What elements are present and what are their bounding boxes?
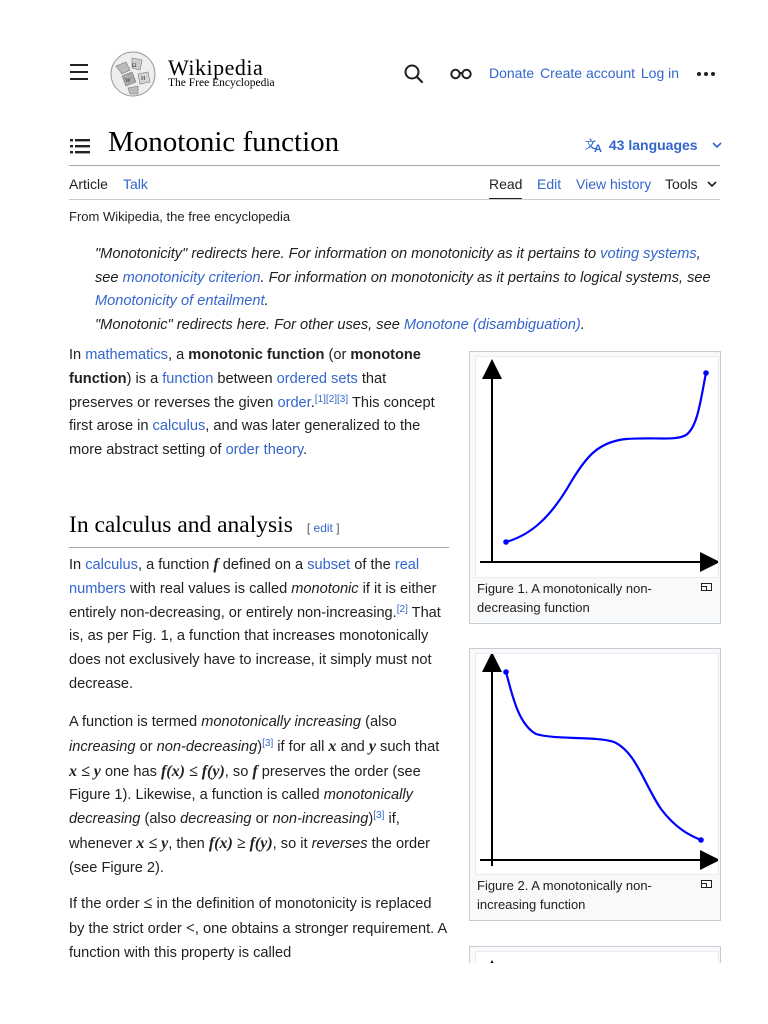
calculus-link[interactable]: calculus: [152, 418, 206, 435]
tab-read-label: Read: [489, 176, 523, 192]
section-heading: [69, 512, 340, 539]
monotonicity-criterion-link[interactable]: monotonicity criterion: [122, 269, 261, 286]
order-link[interactable]: order: [277, 394, 311, 411]
table-of-contents-icon[interactable]: [70, 138, 90, 154]
log-in-link[interactable]: Log in: [640, 65, 680, 81]
calculus-paragraph-1: In calculus, a function f defined on a subset of the real numbers with real values is called monotonic if it is either entirely non-decreasing, or entirely non-increasing.[2] That is, as per Fig. 1, a function that increases monotonically does not exclusively have to increase, it simply must not decrease.: [69, 556, 441, 692]
figure-3-graph: [476, 952, 718, 963]
function-curve: [506, 672, 701, 840]
figure-2: [469, 648, 721, 921]
hatnotes: [95, 243, 725, 338]
citation-ref[interactable]: [2]: [396, 603, 408, 615]
figure-1-caption: Figure 1. A monotonically non-decreasing function: [477, 581, 652, 615]
y-axis-arrow: [488, 960, 496, 963]
calculus-paragraph-2: A function is termed monotonically increasing (also increasing or non-decreasing)[3] if for all x and y such that x ≤ y one has f(x) ≤ f(y), so f preserves the order (see Figure 1). Likewise, a function is called monotonically decreasing (also decreasing or non-increasing)[3] if, whenever x ≤ y, then f(x) ≥ f(y), so it reverses the order (see Figure 2).: [69, 714, 440, 876]
tab-edit-label: Edit: [537, 176, 562, 192]
wikipedia-globe-logo[interactable]: [108, 50, 158, 98]
decreasing-function-graph: [476, 654, 718, 874]
curve-start-point: [503, 669, 509, 675]
curve-end-point: [703, 370, 709, 376]
main-menu-button[interactable]: [70, 64, 88, 80]
tab-read[interactable]: [489, 176, 522, 192]
curve-start-point: [503, 539, 509, 545]
calculus-link[interactable]: calculus: [85, 557, 138, 573]
tab-edit[interactable]: [537, 176, 561, 192]
real-numbers-link[interactable]: real numbers: [69, 557, 420, 597]
function-link[interactable]: function: [162, 370, 214, 387]
tab-article-label: Article: [69, 176, 108, 192]
tab-talk-label: Talk: [123, 176, 148, 192]
mathematics-link[interactable]: mathematics: [85, 347, 168, 363]
calculus-paragraph-3: If the order ≤ in the definition of monotonicity is replaced by the strict order <, one obtains a stronger requirement. A function with this property is called: [69, 895, 447, 961]
monotonicity-of-entailment-link[interactable]: Monotonicity of entailment: [95, 293, 265, 310]
section-heading-text: In calculus and analysis: [69, 512, 293, 538]
more-options-button[interactable]: [692, 62, 720, 86]
page-title: Monotonic function: [108, 126, 340, 158]
section-divider: [69, 547, 449, 548]
enlarge-icon[interactable]: [701, 880, 712, 888]
citation-ref[interactable]: [3]: [373, 810, 385, 822]
tabs-divider: [69, 199, 720, 200]
svg-text:И: И: [141, 76, 146, 82]
svg-text:Ω: Ω: [132, 63, 137, 69]
intro-paragraph: In mathematics, a monotonic function (or monotone function) is a function between ordered sets that preserves or reverses the given order.[1][2][3] This concept first arose in calculus, and was later generalized to the more abstract setting of order theory.: [69, 347, 435, 459]
language-button[interactable]: [585, 137, 723, 153]
svg-text:W: W: [125, 78, 131, 84]
personal-tools: [489, 65, 681, 81]
hatnote: "Monotonicity" redirects here. For information on monotonicity as it pertains to voting systems, see monotonicity criterion. For information on monotonicity as it pertains to logical systems, see Monotonicity of entailment.: [95, 246, 711, 310]
tab-view-history-label: View history: [576, 176, 652, 192]
chevron-down-icon: [706, 179, 718, 189]
voting-systems-link[interactable]: voting systems: [600, 246, 697, 262]
figure-3-image[interactable]: [475, 951, 719, 963]
figure-1: [469, 351, 721, 624]
tools-label: Tools: [665, 176, 698, 192]
section-edit-link[interactable]: [ edit ]: [306, 521, 340, 535]
svg-text:文: 文: [585, 138, 596, 151]
wikipedia-wordmark[interactable]: Wikipedia: [168, 55, 264, 80]
increasing-function-graph: [476, 357, 718, 577]
figure-1-image[interactable]: [475, 356, 719, 578]
search-icon[interactable]: [402, 62, 426, 86]
tools-menu[interactable]: [665, 176, 718, 192]
svg-text:A: A: [594, 143, 602, 153]
citation-ref[interactable]: [3]: [262, 737, 274, 749]
translate-icon: [585, 137, 605, 153]
subset-link[interactable]: subset: [307, 557, 351, 573]
hatnote: "Monotonic" redirects here. For other uses, see Monotone (disambiguation).: [95, 317, 585, 334]
curve-end-point: [698, 837, 704, 843]
create-account-link[interactable]: Create account: [540, 65, 635, 81]
ordered-sets-link[interactable]: ordered sets: [276, 370, 358, 387]
function-curve: [506, 373, 706, 542]
citation-ref[interactable]: [1][2][3]: [314, 393, 349, 405]
title-divider: [69, 165, 720, 166]
tab-view-history[interactable]: [576, 176, 651, 192]
figure-2-caption: Figure 2. A monotonically non-increasing function: [477, 878, 652, 912]
appearance-glasses-icon[interactable]: [448, 64, 474, 84]
site-subtitle: From Wikipedia, the free encyclopedia: [69, 209, 291, 224]
enlarge-icon[interactable]: [701, 583, 712, 591]
donate-link[interactable]: Donate: [489, 65, 535, 81]
chevron-down-icon: [711, 140, 723, 150]
order-theory-link[interactable]: order theory: [225, 442, 304, 459]
figure-2-image[interactable]: [475, 653, 719, 875]
wikipedia-tagline: The Free Encyclopedia: [168, 77, 275, 89]
tab-talk[interactable]: [123, 176, 148, 192]
language-count: 43 languages: [608, 137, 698, 153]
figure-3: [469, 946, 721, 963]
tab-article[interactable]: [69, 176, 108, 192]
monotone-disambiguation-link[interactable]: Monotone (disambiguation): [403, 317, 581, 334]
